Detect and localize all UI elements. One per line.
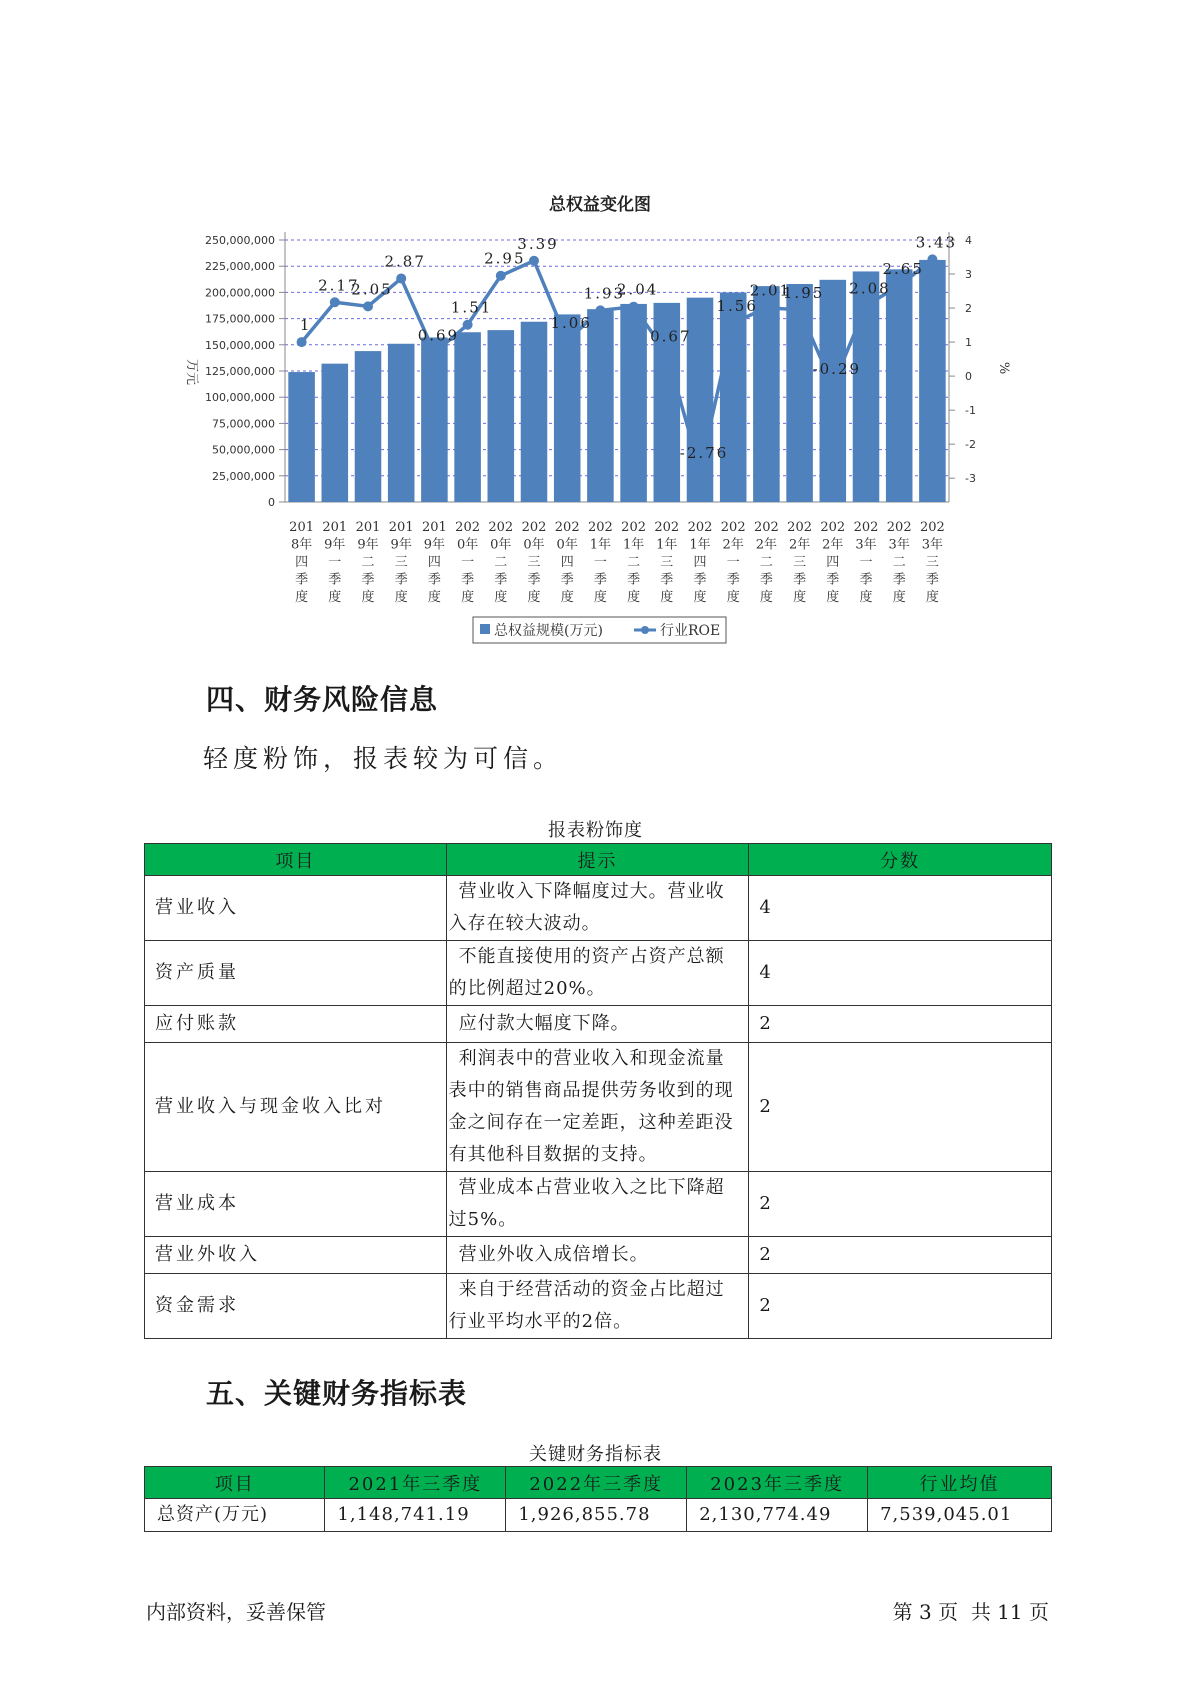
chart-title: 总权益变化图 [549,195,651,215]
bar [454,332,481,502]
key-table-header [145,1467,1052,1499]
risk-table [144,843,1052,1339]
x-tick-label: 度 [295,590,309,605]
x-tick-label: 季 [826,572,840,588]
x-tick-label: 季 [892,572,906,588]
row-score: 2 [749,1274,1052,1339]
x-tick-label: 二 [759,555,773,570]
y-right-tick-label: 2 [965,302,972,316]
x-tick-label: 二 [494,555,508,570]
x-tick-label: 季 [793,572,807,588]
x-tick-label: 0年 [556,537,578,553]
legend-bar-label: 总权益规模(万元) [494,623,603,639]
x-tick-label: 季 [593,572,607,588]
roe-point [463,320,473,330]
x-tick-label: 202 [687,520,713,535]
x-tick-label: 季 [560,572,574,588]
roe-point [662,348,672,358]
y-left-tick-label: 225,000,000 [205,260,275,274]
x-tick-label: 201 [421,520,447,535]
x-tick-label: 202 [554,520,580,535]
roe-data-label: 0.69 [417,326,460,345]
header-industry-avg: 行业均值 [868,1467,1052,1499]
header-2021: 2021年三季度 [325,1467,506,1499]
x-tick-label: 201 [388,520,414,535]
x-tick-label: 2年 [755,537,778,553]
row-item: 营业收入与现金收入比对 [145,1043,447,1172]
x-tick-label: 度 [693,590,707,605]
x-tick-label: 0年 [456,537,479,553]
roe-data-label: 2.65 [882,259,924,278]
bar [786,284,813,502]
roe-point [396,273,406,283]
x-tick-label: 三 [660,555,674,570]
x-tick-label: 度 [527,590,541,605]
key-table-caption: 关键财务指标表 [529,1444,662,1465]
section-5-title: 五、关键财务指标表 [206,1377,468,1410]
y-left-tick-label: 25,000,000 [212,469,275,483]
y-left-tick-label: 175,000,000 [205,312,275,326]
row-hint: 营业外收入成倍增长。 [446,1237,749,1274]
roe-data-label: 2.87 [384,252,426,271]
roe-data-label: 3.39 [517,234,559,253]
roe-data-label: 1.95 [782,283,825,302]
x-tick-label: 202 [654,520,680,535]
roe-point [629,302,639,312]
row-item: 资金需求 [145,1274,447,1339]
roe-data-label: 2.95 [484,249,526,268]
legend-bar-swatch [480,624,490,634]
roe-point [695,465,705,475]
bar [322,364,349,502]
row-score: 2 [749,1006,1052,1043]
table-row [145,876,1052,941]
x-tick-label: 季 [527,572,541,588]
x-tick-label: 度 [826,590,840,605]
roe-point [595,305,605,315]
roe-point [728,318,738,328]
x-tick-label: 二 [627,555,641,570]
x-tick-label: 二 [361,555,375,570]
row-score: 4 [749,941,1052,1006]
legend-line-marker [641,626,649,634]
roe-data-label: 1 [299,316,312,335]
x-tick-label: 0年 [490,537,512,553]
x-tick-label: 四 [427,555,441,570]
equity-change-chart [0,190,1191,660]
roe-point [795,305,805,315]
roe-point [529,256,539,266]
y-left-label: 万元 [184,358,199,386]
bar [488,330,515,502]
roe-point [562,335,572,345]
header-hint: 提示 [446,844,749,876]
row-score: 4 [749,876,1052,941]
x-tick-label: 四 [560,555,574,570]
roe-point [861,300,871,310]
roe-point [828,381,838,391]
x-tick-label: 三 [527,555,541,570]
x-tick-label: 1年 [589,537,612,553]
x-tick-label: 202 [853,520,879,535]
x-tick-label: 度 [394,590,408,605]
roe-point [363,301,373,311]
row-item: 总资产(万元) [145,1499,325,1532]
x-tick-label: 201 [289,520,315,535]
roe-data-label: -0.29 [812,359,862,378]
x-tick-label: 四 [295,555,309,570]
risk-summary-text: 轻度粉饰，报表较为可信。 [203,744,564,773]
value-industry-avg: 7,539,045.01 [868,1499,1052,1532]
header-item: 项目 [145,844,447,876]
x-tick-label: 度 [494,590,508,605]
table-row [145,1172,1052,1237]
table-row [145,1499,1052,1532]
bar [288,372,315,502]
value-2022: 1,926,855.78 [506,1499,687,1532]
roe-point [297,337,307,347]
x-tick-label: 季 [925,572,939,588]
table-row [145,1043,1052,1172]
y-right-tick-label: -1 [965,404,976,418]
x-tick-label: 度 [925,590,939,605]
roe-data-label: 3.43 [915,233,958,252]
x-tick-label: 四 [826,555,840,570]
x-tick-label: 1年 [656,537,678,553]
y-right-tick-label: 0 [965,370,972,384]
x-tick-label: 季 [361,572,375,588]
row-hint: 应付款大幅度下降。 [446,1006,749,1043]
y-right-tick-label: -2 [965,438,976,452]
risk-table-header [145,844,1052,876]
x-tick-label: 202 [455,520,481,535]
x-tick-label: 季 [427,572,441,588]
header-score: 分数 [749,844,1052,876]
row-score: 2 [749,1043,1052,1172]
x-tick-label: 二 [892,555,906,570]
bar [620,304,647,502]
row-item: 营业外收入 [145,1237,447,1274]
x-tick-label: 度 [660,590,674,605]
x-tick-label: 一 [726,555,740,570]
roe-point [330,297,340,307]
y-right-label: % [996,361,1011,375]
x-tick-label: 0年 [523,537,545,553]
roe-data-label: 1.56 [716,297,758,316]
x-tick-label: 季 [693,572,707,588]
bar [355,351,382,502]
roe-data-label: 1.51 [450,298,493,317]
x-tick-label: 8年 [290,537,313,553]
x-tick-label: 9年 [390,537,412,553]
roe-data-label: 2.05 [351,280,393,299]
roe-data-label: 1.93 [583,284,626,303]
y-left-tick-label: 250,000,000 [205,234,275,247]
roe-data-label: 2.04 [616,280,659,299]
x-tick-label: 季 [461,572,475,588]
y-right-tick-label: 1 [965,336,972,350]
y-right-tick-label: 3 [965,268,972,282]
roe-data-label: 0.67 [650,327,692,346]
x-tick-label: 季 [394,572,408,588]
row-score: 2 [749,1172,1052,1237]
roe-point [496,271,506,281]
x-tick-label: 202 [919,520,945,535]
bar [521,322,548,502]
section-4-title: 四、财务风险信息 [206,683,439,716]
legend-line-label: 行业ROE [660,623,721,639]
row-item: 应付账款 [145,1006,447,1043]
x-tick-label: 一 [461,555,475,570]
x-tick-label: 1年 [689,537,711,553]
y-left-tick-label: 0 [268,496,275,509]
x-tick-label: 2年 [722,537,744,553]
x-tick-label: 3年 [921,537,944,553]
x-tick-label: 季 [726,572,740,588]
table-row [145,1237,1052,1274]
x-tick-label: 三 [793,555,807,570]
footer-page-number: 第 3 页 共 11 页 [892,1600,1049,1624]
x-tick-label: 度 [793,590,807,605]
row-hint: 不能直接使用的资产占资产总额的比例超过20%。 [446,941,749,1006]
roe-data-label: -2.76 [679,444,729,463]
bar [587,309,614,502]
x-tick-label: 2年 [822,537,844,553]
x-tick-label: 度 [892,590,906,605]
x-tick-label: 9年 [324,537,346,553]
row-hint: 来自于经营活动的资金占比超过行业平均水平的2倍。 [446,1274,749,1339]
x-tick-label: 一 [328,555,342,570]
roe-data-label: 1.06 [550,314,592,333]
x-tick-label: 202 [820,520,846,535]
x-tick-label: 202 [886,520,912,535]
x-tick-label: 201 [322,520,348,535]
x-tick-label: 度 [627,590,641,605]
x-tick-label: 度 [560,590,574,605]
x-tick-label: 四 [693,555,707,570]
x-tick-label: 202 [621,520,647,535]
x-tick-label: 度 [461,590,475,605]
bar [919,260,946,502]
roe-point [761,303,771,313]
x-tick-label: 202 [787,520,813,535]
value-2021: 1,148,741.19 [325,1499,506,1532]
roe-point [894,281,904,291]
bar [421,337,448,502]
x-tick-label: 三 [925,555,939,570]
x-tick-label: 1年 [622,537,645,553]
x-tick-label: 三 [394,555,408,570]
y-left-tick-label: 200,000,000 [205,286,275,300]
row-hint: 营业成本占营业收入之比下降超过5%。 [446,1172,749,1237]
bar [388,344,415,502]
x-tick-label: 一 [859,555,873,570]
bar [886,269,913,502]
row-hint: 利润表中的营业收入和现金流量表中的销售商品提供劳务收到的现金之间存在一定差距，这种差距没有其他科目数据的支持。 [446,1043,749,1172]
x-tick-label: 202 [488,520,514,535]
row-item: 营业成本 [145,1172,447,1237]
header-2023: 2023年三季度 [687,1467,868,1499]
x-tick-label: 201 [355,520,381,535]
x-tick-label: 202 [720,520,746,535]
x-tick-label: 度 [859,590,873,605]
x-tick-label: 度 [361,590,375,605]
row-item: 营业收入 [145,876,447,941]
value-2023: 2,130,774.49 [687,1499,868,1532]
y-right-tick-label: -3 [965,472,976,486]
row-item: 资产质量 [145,941,447,1006]
x-tick-label: 3年 [888,537,910,553]
y-left-tick-label: 50,000,000 [212,443,275,457]
footer-confidential: 内部资料，妥善保管 [146,1600,326,1624]
x-tick-label: 季 [295,572,309,588]
table-row [145,1006,1052,1043]
x-tick-label: 季 [494,572,508,588]
bar [753,286,780,502]
x-tick-label: 3年 [855,537,877,553]
x-tick-label: 9年 [357,537,379,553]
table-row [145,941,1052,1006]
roe-data-label: 2.01 [749,281,792,300]
x-tick-label: 度 [328,590,342,605]
x-tick-label: 度 [427,590,441,605]
x-tick-label: 季 [859,572,873,588]
y-right-tick-label: 4 [965,234,972,247]
roe-point [429,348,439,358]
x-tick-label: 2年 [788,537,811,553]
x-tick-label: 一 [593,555,607,570]
x-tick-label: 202 [753,520,779,535]
x-tick-label: 度 [726,590,740,605]
x-tick-label: 季 [759,572,773,588]
y-left-tick-label: 150,000,000 [205,338,275,352]
x-tick-label: 季 [660,572,674,588]
table-row [145,1274,1052,1339]
y-left-tick-label: 75,000,000 [212,417,275,431]
header-item: 项目 [145,1467,325,1499]
x-tick-label: 202 [521,520,547,535]
x-tick-label: 季 [328,572,342,588]
risk-table-caption: 报表粉饰度 [548,820,643,841]
roe-point [927,254,937,264]
row-score: 2 [749,1237,1052,1274]
y-left-tick-label: 100,000,000 [205,391,275,405]
row-hint: 营业收入下降幅度过大。营业收入存在较大波动。 [446,876,749,941]
roe-data-label: 2.17 [318,276,360,295]
x-tick-label: 9年 [423,537,446,553]
x-tick-label: 度 [593,590,607,605]
x-tick-label: 季 [627,572,641,588]
x-tick-label: 度 [759,590,773,605]
key-metrics-table [144,1466,1052,1532]
header-2022: 2022年三季度 [506,1467,687,1499]
roe-data-label: 2.08 [849,279,891,298]
x-tick-label: 202 [587,520,613,535]
y-left-tick-label: 125,000,000 [205,365,275,378]
